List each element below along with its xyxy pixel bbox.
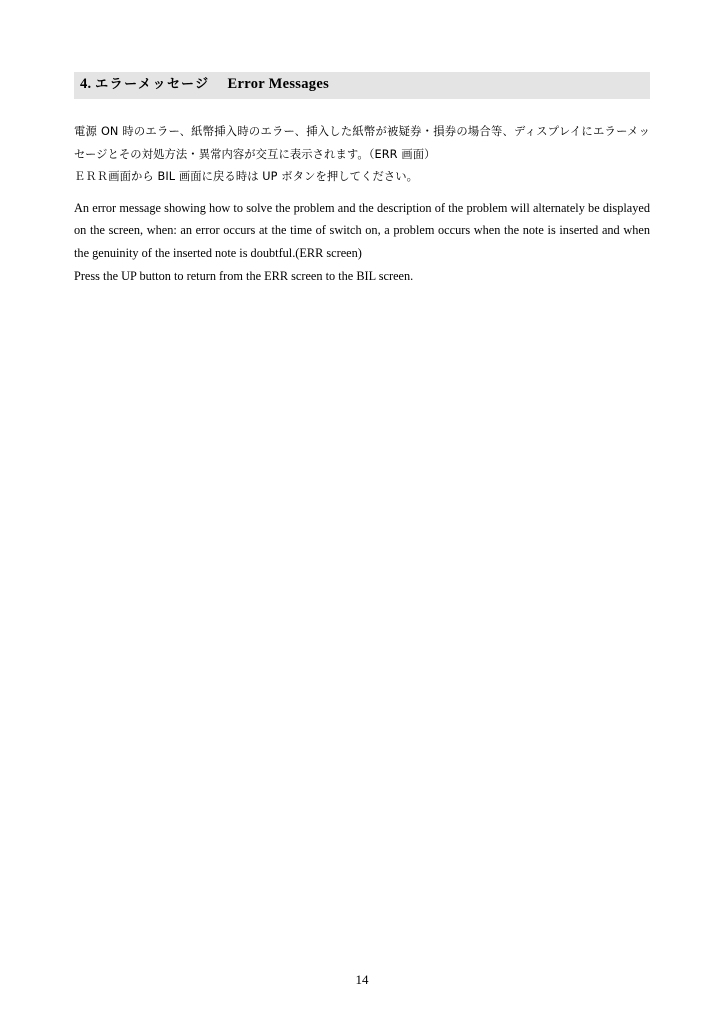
paragraph-english-1: An error message showing how to solve the problem and the description of the problem will alternately be displayed on the screen, when: an error occurs at the time of switch on, a problem occurs when the note is inserted and when the genuinity of the inserted note is doubtful.(ERR screen) — [74, 200, 650, 261]
paragraph-spacer — [74, 189, 650, 197]
paragraph-japanese-2: ＥＲＲ画面から BIL 画面に戻る時は UP ボタンを押してください。 — [74, 170, 419, 184]
section-heading-japanese: エラーメッセージ — [95, 77, 210, 92]
paragraph-japanese-1: 電源 ON 時のエラー、紙幣挿入時のエラー、挿入した紙幣が被疑券・損券の場合等、ディスプレイにエラーメッセージとその対処方法・異常内容が交互に表示されます。（ERR 画面） — [74, 124, 650, 161]
page-content — [74, 72, 650, 288]
section-heading — [74, 72, 650, 99]
body-text — [74, 121, 650, 288]
page-number: 14 — [355, 972, 369, 987]
section-heading-number: 4. — [80, 76, 92, 92]
paragraph-english-2: Press the UP button to return from the ERR screen to the BIL screen. — [74, 268, 414, 283]
section-heading-english: Error Messages — [227, 76, 330, 92]
